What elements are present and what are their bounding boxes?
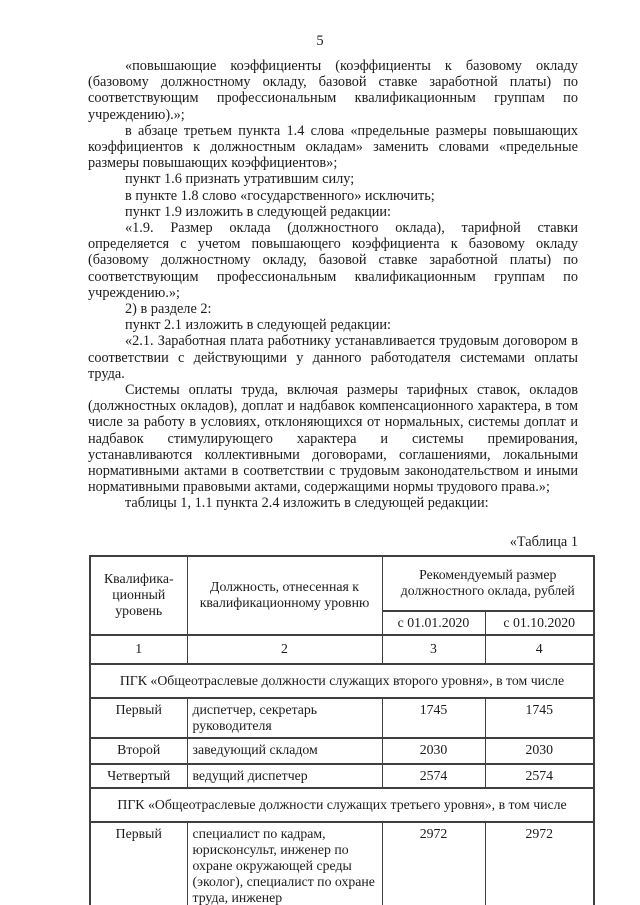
table-caption: «Таблица 1 [509, 533, 578, 550]
cell-level: Четвертый [90, 764, 187, 788]
table-row [90, 822, 594, 905]
section-title: ПГК «Общеотраслевые должности служащих третьего уровня», в том числе [90, 788, 594, 822]
section-row [90, 788, 594, 822]
cell-salary-jan: 2030 [382, 738, 485, 764]
page-number: 5 [316, 33, 324, 49]
cell-level: Первый [90, 698, 187, 738]
cell-salary-jan: 1745 [382, 698, 485, 738]
paragraph: таблицы 1, 1.1 пункта 2.4 изложить в следующей редакции: [125, 495, 489, 512]
cell-position: заведующий складом [187, 738, 382, 764]
paragraph: 2) в разделе 2: [125, 301, 212, 318]
paragraph: пункт 2.1 изложить в следующей редакции: [125, 317, 392, 334]
column-number-row [90, 635, 594, 664]
table-row [90, 738, 594, 764]
column-number: 3 [382, 635, 485, 664]
cell-position: диспетчер, секретарь руководителя [187, 698, 382, 738]
salary-table [89, 555, 595, 905]
paragraph: пункт 1.6 признать утратившим силу; [125, 171, 355, 188]
cell-salary-jan: 2574 [382, 764, 485, 788]
paragraph: «1.9. Размер оклада (должностного оклада), тарифной ставки определяется с учетом повышающего коэффициента к базовому окладу (базовому должностному окладу, базовой ставке заработной платы) по соответствующим профессиональным квалификационным группам по учреждению.»; [88, 220, 578, 301]
cell-position: специалист по кадрам, юрисконсульт, инженер по охране окружающей среды (эколог), специалист по охране труда, инженер [187, 822, 382, 905]
table-row [90, 698, 594, 738]
document-body [88, 58, 578, 905]
column-number: 2 [187, 635, 382, 664]
paragraph: Системы оплаты труда, включая размеры тарифных ставок, окладов (должностных окладов), доплат и надбавок компенсационного характера, в том числе за работу в условиях, отклоняющихся от нормальных, системы доплат и надбавок стимулирующего характера и системы премирования, устанавливаются коллективными договорами, соглашениями, локальными нормативными актами в соответствии с трудовым законодательством и иными нормативными правовыми актами, содержащими нормы трудового права.»; [88, 382, 578, 496]
cell-level: Второй [90, 738, 187, 764]
cell-position: ведущий диспетчер [187, 764, 382, 788]
column-number: 4 [485, 635, 594, 664]
paragraph: в пункте 1.8 слово «государственного» исключить; [125, 187, 435, 204]
table-header-row [90, 556, 594, 611]
paragraph: в абзаце третьем пункта 1.4 слова «предельные размеры повышающих коэффициентов к должностным окладам» заменить словами «предельные размеры повышающих коэффициентов»; [88, 122, 578, 172]
header-date-from-oct: с 01.10.2020 [485, 611, 594, 635]
header-position: Должность, отнесенная к квалификационному уровню [187, 556, 382, 635]
section-row [90, 664, 594, 698]
cell-salary-oct: 2574 [485, 764, 594, 788]
cell-salary-oct: 2030 [485, 738, 594, 764]
cell-salary-oct: 2972 [485, 822, 594, 905]
cell-level: Первый [90, 822, 187, 905]
paragraph: пункт 1.9 изложить в следующей редакции: [125, 203, 392, 220]
cell-salary-oct: 1745 [485, 698, 594, 738]
column-number: 1 [90, 635, 187, 664]
table-row [90, 764, 594, 788]
header-qualification-level: Квалифика-ционный уровень [90, 556, 187, 635]
header-recommended-salary: Рекомендуемый размер должностного оклада, рублей [382, 556, 594, 611]
header-date-from-jan: с 01.01.2020 [382, 611, 485, 635]
cell-salary-jan: 2972 [382, 822, 485, 905]
paragraph: «повышающие коэффициенты (коэффициенты к базовому окладу (базовому должностному окладу, базовой ставке заработной платы) по соответствующим профессиональным квалификационным группам по учреждению).»; [88, 58, 578, 123]
paragraph: «2.1. Заработная плата работнику устанавливается трудовым договором в соответствии с действующими у данного работодателя системами оплаты труда. [88, 333, 578, 382]
section-title: ПГК «Общеотраслевые должности служащих второго уровня», в том числе [90, 664, 594, 698]
